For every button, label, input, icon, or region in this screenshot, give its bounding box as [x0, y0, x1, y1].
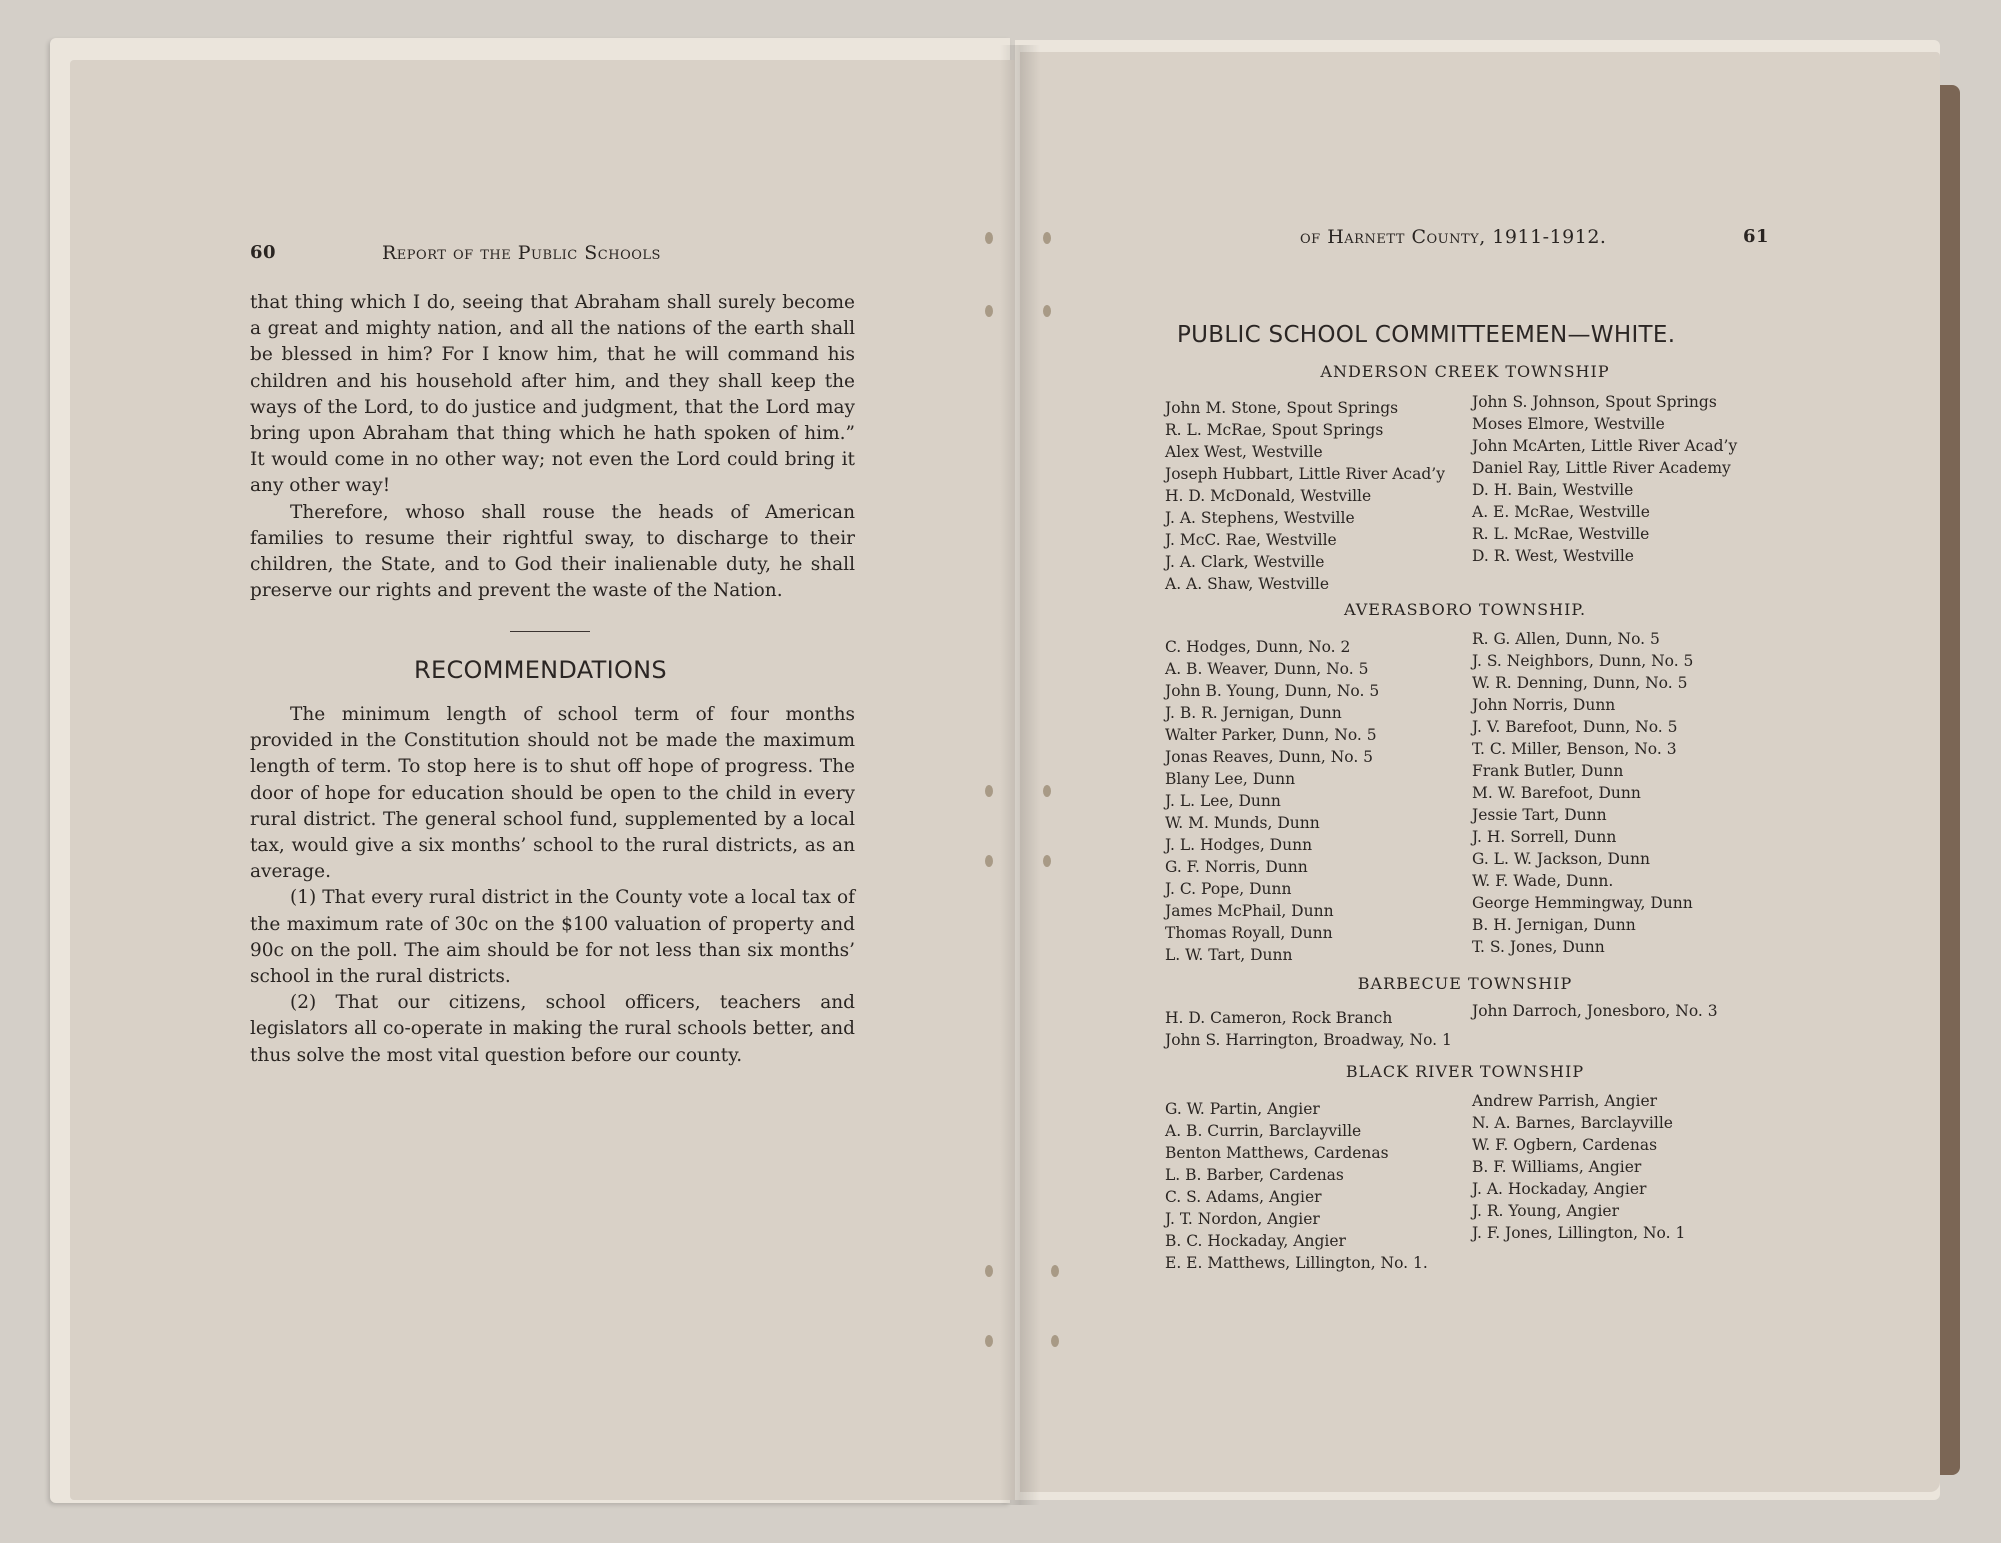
list-item: C. Hodges, Dunn, No. 2 [1165, 638, 1351, 656]
list-item: W. F. Ogbern, Cardenas [1472, 1136, 1658, 1154]
list-item: J. A. Clark, Westville [1165, 553, 1325, 571]
recommendations-text [250, 702, 855, 1069]
averasboro-left-column [1165, 636, 1379, 966]
barbecue-left-column [1165, 1007, 1452, 1051]
book-gutter [1000, 45, 1040, 1505]
page-number-left: 60 [250, 242, 277, 263]
binding-hole [985, 1265, 993, 1277]
list-item: J. R. Young, Angier [1472, 1202, 1619, 1220]
committeemen-title: PUBLIC SCHOOL COMMITTEEMEN—WHITE. [1177, 322, 1676, 348]
binding-hole [1043, 855, 1051, 867]
list-item: John M. Stone, Spout Springs [1165, 399, 1399, 417]
running-head-left: Report of the Public Schools [382, 242, 661, 264]
list-item: T. S. Jones, Dunn [1472, 938, 1605, 956]
binding-hole [1043, 305, 1051, 317]
binding-hole [985, 305, 993, 317]
list-item: John McArten, Little River Acad’y [1472, 437, 1738, 455]
paragraph: that thing which I do, seeing that Abraham shall surely become a great and mighty nation, and all the nations of the earth shall be blessed in him? For I know him, that he will command his children and his household after him, and they shall keep the ways of the Lord, to do justice and judgment, that the Lord may bring upon Abraham that thing which he hath spoken of him.” It would come in no other way; not even the Lord could bring it any other way! [250, 292, 855, 497]
list-item: J. A. Stephens, Westville [1165, 509, 1355, 527]
black-river-right-column [1472, 1090, 1685, 1244]
list-item: R. G. Allen, Dunn, No. 5 [1472, 630, 1660, 648]
binding-hole [985, 1335, 993, 1347]
list-item: J. C. Pope, Dunn [1165, 880, 1292, 898]
list-item: Frank Butler, Dunn [1472, 762, 1624, 780]
page-number-right: 61 [1743, 226, 1770, 247]
list-item: L. B. Barber, Cardenas [1165, 1166, 1344, 1184]
list-item: J. L. Hodges, Dunn [1165, 836, 1313, 854]
list-item: J. A. Hockaday, Angier [1472, 1180, 1647, 1198]
list-item: A. E. McRae, Westville [1472, 503, 1650, 521]
list-item: J. B. R. Jernigan, Dunn [1165, 704, 1342, 722]
list-item: R. L. McRae, Westville [1472, 525, 1650, 543]
list-item: J. McC. Rae, Westville [1165, 531, 1337, 549]
list-item: J. L. Lee, Dunn [1165, 792, 1281, 810]
anderson-creek-right-column [1472, 391, 1737, 567]
list-item: John Norris, Dunn [1472, 696, 1616, 714]
paragraph: The minimum length of school term of four months provided in the Constitution should not be made the maximum length of term. To stop here is to shut off hope of progress. The door of hope for education should be open to the child in every rural district. The general school fund, supplemented by a local tax, would give a six months’ school to the rural districts, as an average. [250, 704, 855, 883]
list-item: John B. Young, Dunn, No. 5 [1165, 682, 1380, 700]
binding-hole [985, 785, 993, 797]
township-heading-averasboro: AVERASBORO TOWNSHIP. [1343, 600, 1587, 619]
list-item: L. W. Tart, Dunn [1165, 946, 1293, 964]
list-item: H. D. Cameron, Rock Branch [1165, 1009, 1393, 1027]
list-item: T. C. Miller, Benson, No. 3 [1472, 740, 1677, 758]
list-item: J. F. Jones, Lillington, No. 1 [1472, 1224, 1686, 1242]
list-item: A. B. Weaver, Dunn, No. 5 [1165, 660, 1369, 678]
list-item: D. H. Bain, Westville [1472, 481, 1634, 499]
township-heading-anderson-creek: ANDERSON CREEK TOWNSHIP [1320, 362, 1610, 381]
list-item: W. M. Munds, Dunn [1165, 814, 1320, 832]
list-item: N. A. Barnes, Barclayville [1472, 1114, 1673, 1132]
section-divider [510, 631, 590, 632]
list-item: James McPhail, Dunn [1165, 902, 1334, 920]
list-item: J. T. Nordon, Angier [1165, 1210, 1320, 1228]
paragraph: (2) That our citizens, school officers, teachers and legislators all co-operate in making the rural schools better, and thus solve the most vital question before our county. [250, 992, 855, 1066]
list-item: G. W. Partin, Angier [1165, 1100, 1320, 1118]
recommendations-heading: RECOMMENDATIONS [414, 656, 667, 684]
barbecue-right-column [1472, 1000, 1718, 1022]
list-item: E. E. Matthews, Lillington, No. 1. [1165, 1254, 1428, 1272]
list-item: B. H. Jernigan, Dunn [1472, 916, 1636, 934]
binding-hole [1051, 1335, 1059, 1347]
list-item: John Darroch, Jonesboro, No. 3 [1472, 1002, 1718, 1020]
list-item: H. D. McDonald, Westville [1165, 487, 1372, 505]
list-item: B. C. Hockaday, Angier [1165, 1232, 1346, 1250]
binding-hole [985, 855, 993, 867]
list-item: Jessie Tart, Dunn [1472, 806, 1607, 824]
binding-hole [1043, 785, 1051, 797]
list-item: G. F. Norris, Dunn [1165, 858, 1308, 876]
list-item: Jonas Reaves, Dunn, No. 5 [1165, 748, 1374, 766]
binding-hole [1051, 1265, 1059, 1277]
list-item: Moses Elmore, Westville [1472, 415, 1665, 433]
township-heading-barbecue: BARBECUE TOWNSHIP [1357, 974, 1573, 993]
black-river-left-column [1165, 1098, 1428, 1274]
list-item: J. V. Barefoot, Dunn, No. 5 [1472, 718, 1678, 736]
list-item: Blany Lee, Dunn [1165, 770, 1296, 788]
list-item: J. S. Neighbors, Dunn, No. 5 [1472, 652, 1694, 670]
list-item: John S. Harrington, Broadway, No. 1 [1165, 1031, 1452, 1049]
list-item: C. S. Adams, Angier [1165, 1188, 1322, 1206]
list-item: Walter Parker, Dunn, No. 5 [1165, 726, 1377, 744]
list-item: R. L. McRae, Spout Springs [1165, 421, 1384, 439]
list-item: W. F. Wade, Dunn. [1472, 872, 1614, 890]
list-item: Joseph Hubbart, Little River Acad’y [1165, 465, 1445, 483]
list-item: Daniel Ray, Little River Academy [1472, 459, 1731, 477]
list-item: Thomas Royall, Dunn [1165, 924, 1333, 942]
left-body-text [250, 290, 855, 604]
list-item: W. R. Denning, Dunn, No. 5 [1472, 674, 1688, 692]
binding-hole [985, 232, 993, 244]
list-item: Alex West, Westville [1165, 443, 1323, 461]
averasboro-right-column [1472, 628, 1693, 958]
list-item: M. W. Barefoot, Dunn [1472, 784, 1641, 802]
list-item: John S. Johnson, Spout Springs [1472, 393, 1717, 411]
list-item: J. H. Sorrell, Dunn [1472, 828, 1617, 846]
anderson-creek-left-column [1165, 397, 1445, 595]
list-item: G. L. W. Jackson, Dunn [1472, 850, 1650, 868]
list-item: George Hemmingway, Dunn [1472, 894, 1693, 912]
running-head-right: of Harnett County, 1911-1912. [1300, 226, 1607, 248]
township-heading-black-river: BLACK RIVER TOWNSHIP [1345, 1062, 1585, 1081]
list-item: A. B. Currin, Barclayville [1165, 1122, 1362, 1140]
binding-hole [1043, 232, 1051, 244]
paragraph: (1) That every rural district in the County vote a local tax of the maximum rate of 30c on the $100 valuation of property and 90c on the poll. The aim should be for not less than six months’ school in the rural districts. [250, 887, 855, 988]
list-item: B. F. Williams, Angier [1472, 1158, 1642, 1176]
list-item: Andrew Parrish, Angier [1472, 1092, 1658, 1110]
list-item: Benton Matthews, Cardenas [1165, 1144, 1389, 1162]
list-item: D. R. West, Westville [1472, 547, 1634, 565]
list-item: A. A. Shaw, Westville [1165, 575, 1330, 593]
paragraph: Therefore, whoso shall rouse the heads of American families to resume their rightful sway, to discharge to their children, the State, and to God their inalienable duty, he shall preserve our rights and prevent the waste of the Nation. [250, 501, 855, 602]
